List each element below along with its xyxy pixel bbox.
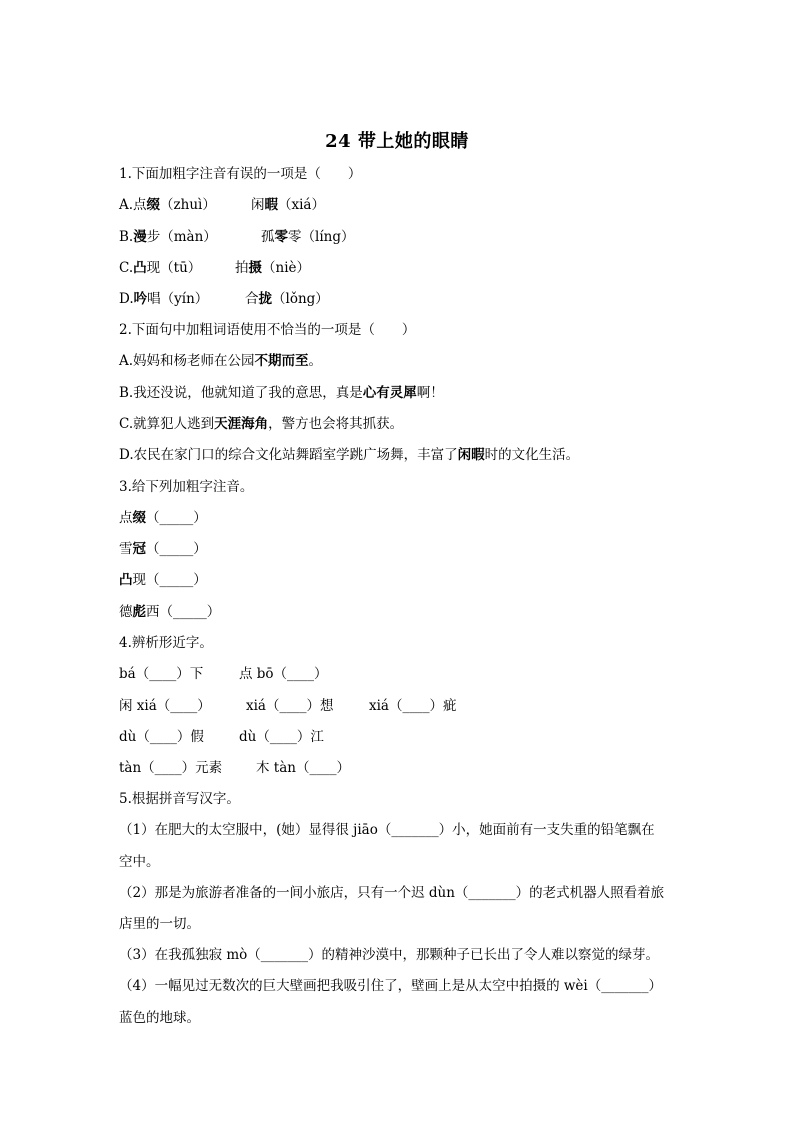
q3-item-1: 点缀（_____） <box>119 510 207 526</box>
q4-row4-b: 木 tàn（____） <box>256 760 350 776</box>
q2-option-d: D.农民在家门口的综合文化站舞蹈室学跳广场舞，丰富了闲暇时的文化生活。 <box>119 447 580 463</box>
q1-option-c: C.凸现（tū） <box>119 260 202 276</box>
q3-item-4: 德彪西（_____） <box>119 604 221 620</box>
q2-option-b: B.我还没说，他就知道了我的意思，真是心有灵犀啊！ <box>119 385 444 401</box>
q4-row3-b: dù（____）江 <box>239 729 324 745</box>
q4-row1-b: 点 bō（____） <box>239 666 328 682</box>
q2-stem: 2.下面句中加粗词语使用不恰当的一项是（ ） <box>119 322 416 338</box>
q5-sentence-1: （1）在肥大的太空服中，(她）显得很 jiāo（_______）小，她面前有一支失重的铅笔飘在 <box>119 822 655 838</box>
q1-option-b-word2: 孤零零（líng） <box>261 229 355 245</box>
q1-option-a: A.点缀（zhuì） <box>119 197 216 213</box>
q4-row2-a: 闲 xiá（____） <box>119 698 211 714</box>
q5-sentence-4-cont: 蓝色的地球。 <box>119 1010 200 1026</box>
q2-option-a: A.妈妈和杨老师在公园不期而至。 <box>119 353 323 369</box>
q1-option-d-word2: 合拢（lǒng） <box>245 291 329 307</box>
q5-sentence-2: （2）那是为旅游者准备的一间小旅店，只有一个迟 dùn（_______）的老式机器人照看着旅 <box>119 885 665 901</box>
page-title: 24 带上她的眼睛 <box>325 131 469 152</box>
q1-stem: 1.下面加粗字注音有误的一项是（ ） <box>119 166 362 182</box>
q4-row1-a: bá（____）下 <box>119 666 204 682</box>
q5-sentence-2-cont: 店里的一切。 <box>119 916 200 932</box>
q1-option-b: B.漫步（màn） <box>119 229 217 245</box>
q5-sentence-4: （4）一幅见过无数次的巨大壁画把我吸引住了，壁画上是从太空中拍摄的 wèi（_______） <box>119 978 662 994</box>
q1-option-c-word2: 拍摄（niè） <box>235 260 311 276</box>
q5-sentence-3: （3）在我孤独寂 mò（_______）的精神沙漠中，那颗种子已长出了令人难以察觉的绿芽。 <box>119 947 660 963</box>
q3-item-3: 凸现（_____） <box>119 572 207 588</box>
q1-option-a-word2: 闲暇（xiá） <box>251 197 325 213</box>
q3-item-2: 雪冠（_____） <box>119 541 207 557</box>
q5-sentence-1-cont: 空中。 <box>119 854 160 870</box>
q1-option-d: D.吟唱（yín） <box>119 291 209 307</box>
q2-option-c: C.就算犯人逃到天涯海角，警方也会将其抓获。 <box>119 416 404 432</box>
q3-stem: 3.给下列加粗字注音。 <box>119 479 254 495</box>
q4-row4-a: tàn（____）元素 <box>119 760 223 776</box>
q4-stem: 4.辨析形近字。 <box>119 635 213 651</box>
q4-row2-c: xiá（____）疵 <box>369 698 457 714</box>
q4-row3-a: dù（____）假 <box>119 729 204 745</box>
q4-row2-b: xiá（____）想 <box>246 698 334 714</box>
q5-stem: 5.根据拼音写汉字。 <box>119 791 240 807</box>
